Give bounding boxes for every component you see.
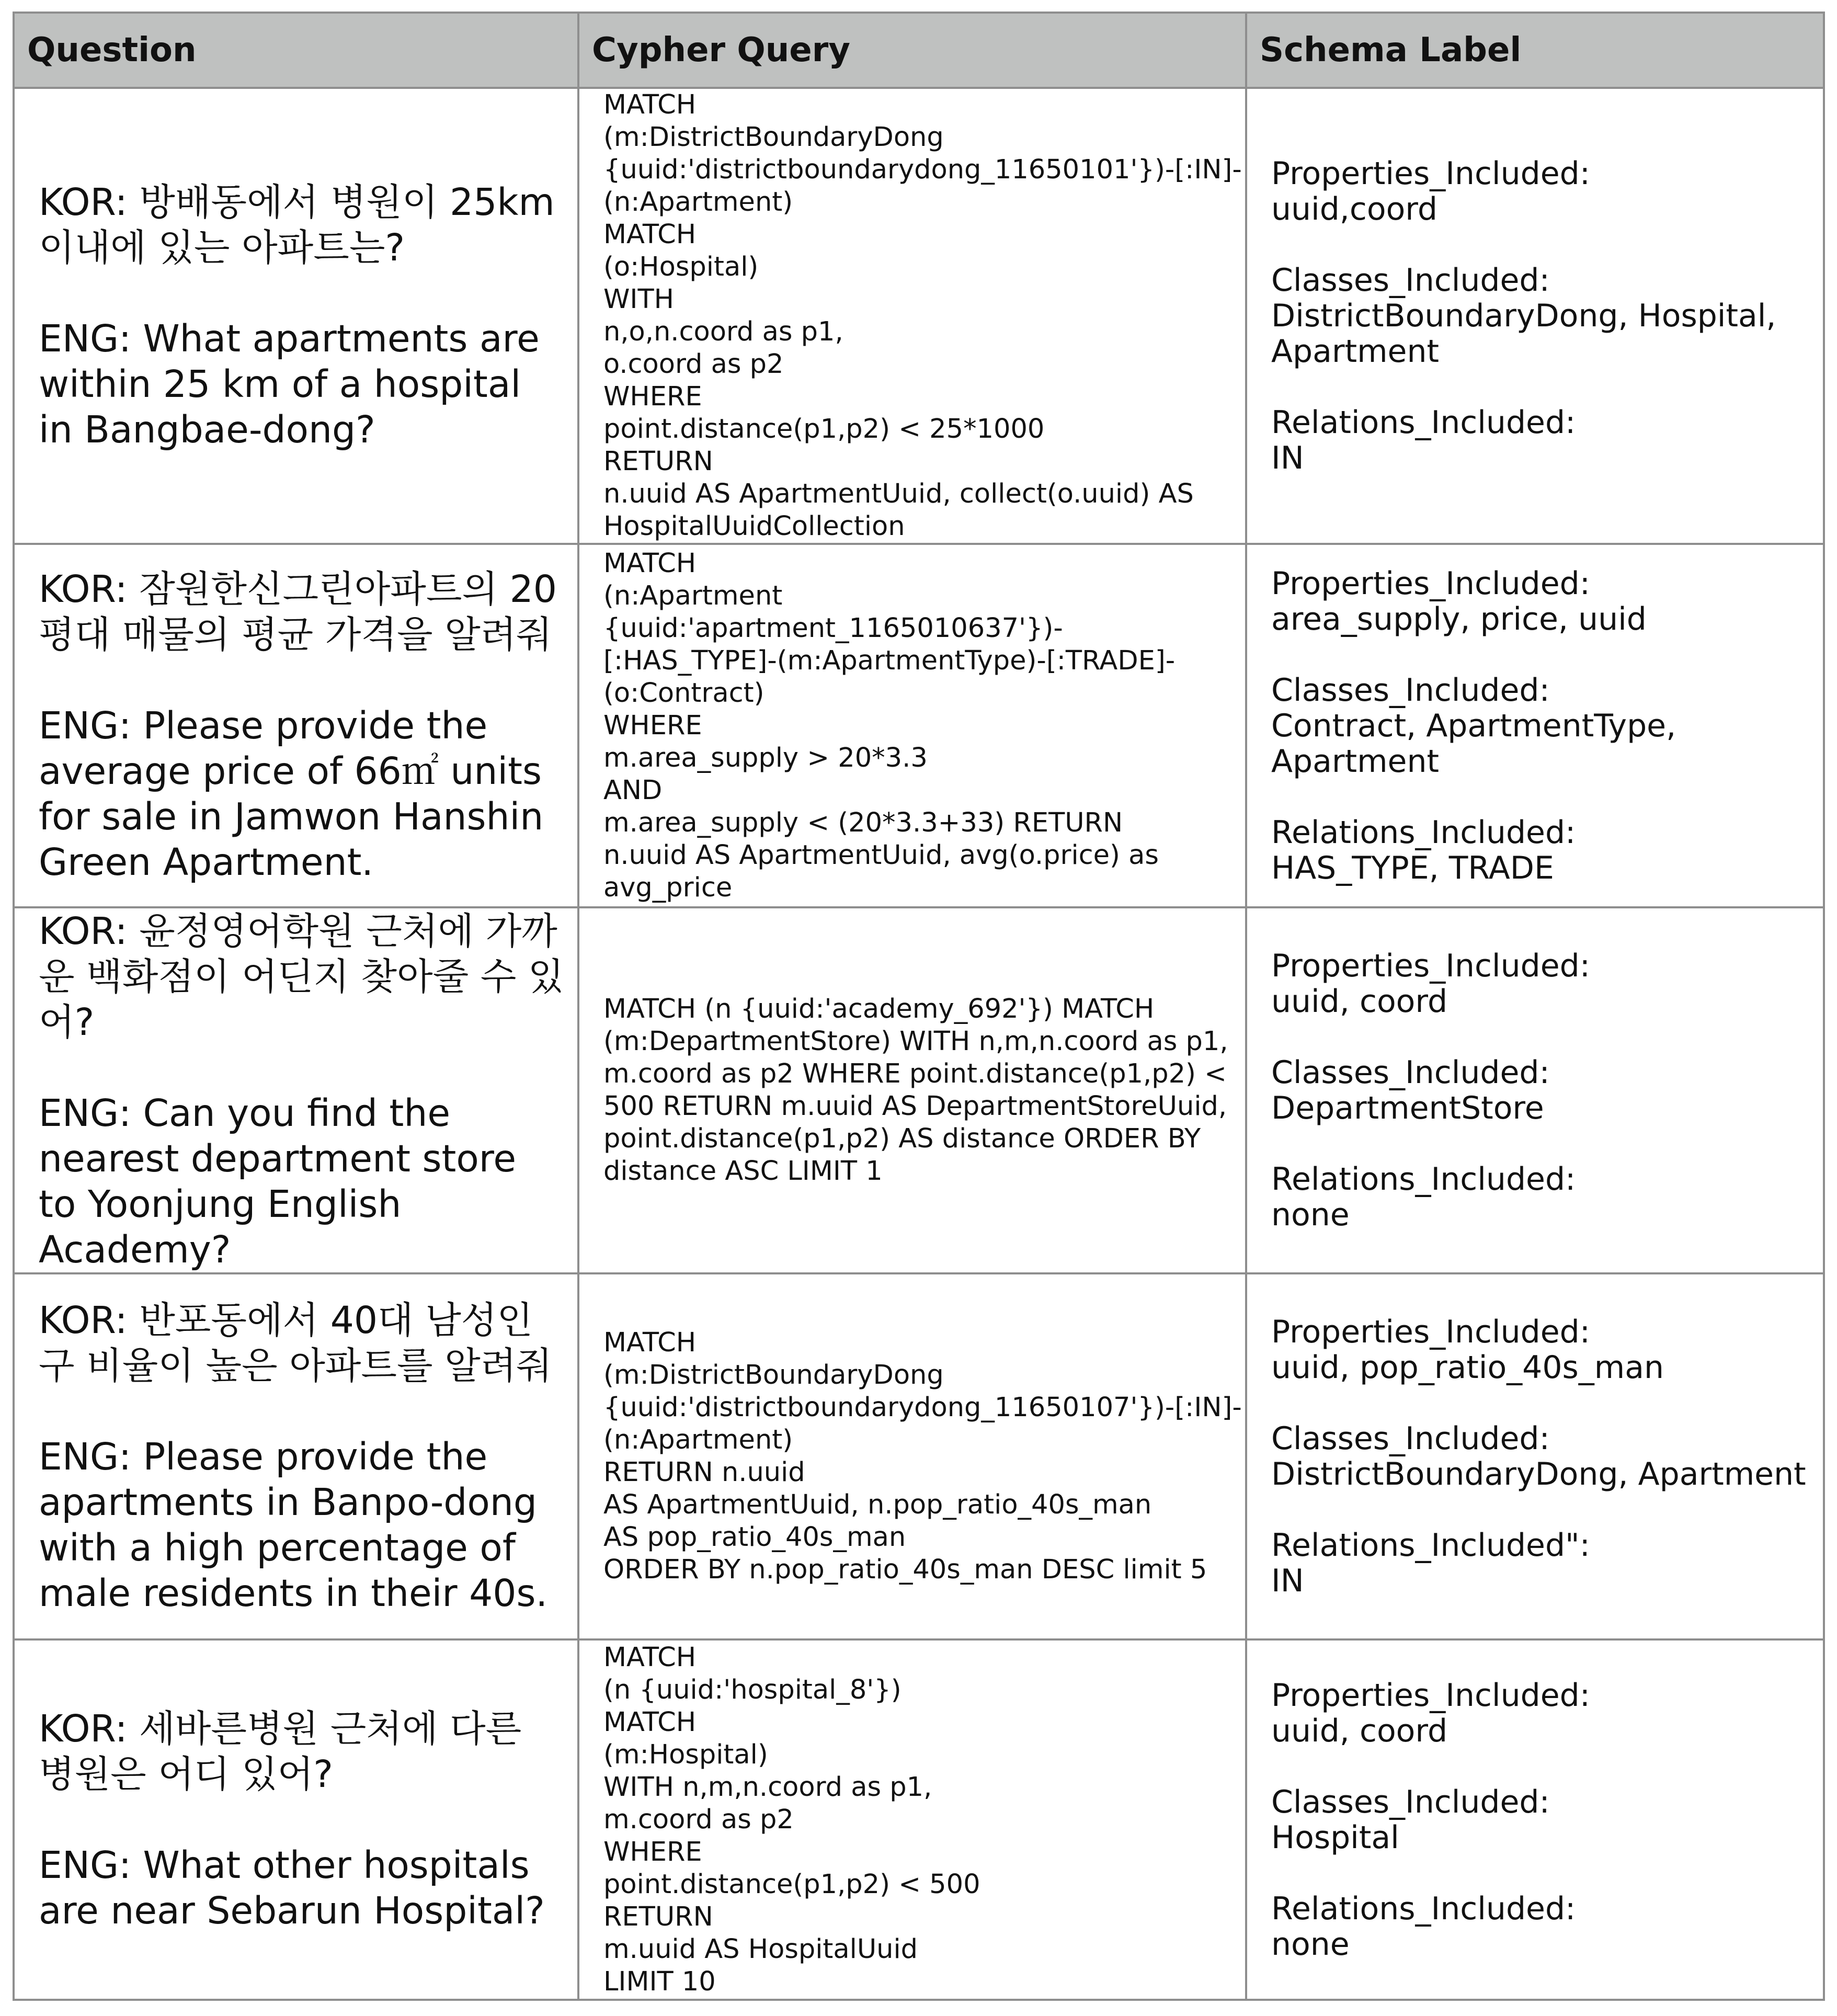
question-cell — [14, 1273, 578, 1639]
cypher-line: (o:Hospital) — [603, 252, 759, 282]
classes-value: DepartmentStore — [1271, 1090, 1544, 1126]
header-cypher-query: Cypher Query — [578, 13, 1246, 88]
classes-label: Classes_Included: — [1271, 1420, 1550, 1457]
classes-label: Classes_Included: — [1271, 1054, 1550, 1091]
relations-value: none — [1271, 1197, 1350, 1233]
question-cell — [14, 1639, 578, 2000]
cypher-line: m.uuid AS HospitalUuid — [603, 1933, 918, 1965]
cypher-line: (m:Hospital) — [603, 1739, 768, 1770]
relations-value: none — [1271, 1926, 1350, 1963]
schema-cell — [1246, 88, 1824, 544]
table-row — [14, 544, 1824, 907]
relations-value: HAS_TYPE, TRADE — [1271, 849, 1554, 886]
cypher-line: WHERE — [603, 1836, 702, 1867]
cypher-cell — [578, 907, 1246, 1273]
cypher-line: ORDER BY n.pop_ratio_40s_man DESC limit 5 — [603, 1554, 1207, 1585]
properties-value: uuid,coord — [1271, 191, 1437, 227]
classes-value: Hospital — [1271, 1819, 1399, 1856]
cypher-line: MATCH — [603, 89, 697, 120]
cypher-line: AS ApartmentUuid, n.pop_ratio_40s_man — [603, 1489, 1152, 1520]
question-eng: ENG: What apartments are within 25 km of a hospital in Bangbae-dong? — [39, 317, 540, 451]
classes-value: DistrictBoundaryDong, Apartment — [1271, 1456, 1806, 1493]
properties-label: Properties_Included: — [1271, 1314, 1590, 1350]
cypher-line: AND — [603, 774, 663, 806]
header-row — [14, 13, 1824, 88]
question-cell — [14, 88, 578, 544]
cypher-line: point.distance(p1,p2) < 25*1000 — [603, 414, 1045, 445]
cypher-line: avg_price — [603, 872, 733, 903]
properties-value: uuid, pop_ratio_40s_man — [1271, 1349, 1664, 1386]
schema-cell — [1246, 544, 1824, 907]
cypher-line: m.coord as p2 — [603, 1804, 794, 1835]
cypher-line: {uuid:'districtboundarydong_11650107'})-[:IN]- — [603, 1392, 1242, 1423]
properties-label: Properties_Included: — [1271, 565, 1590, 602]
cypher-line: [:HAS_TYPE]-(m:ApartmentType)-[:TRADE]- — [603, 645, 1176, 676]
cypher-line: MATCH — [603, 219, 697, 250]
header-question: Question — [14, 13, 578, 88]
cypher-line: o.coord as p2 — [603, 349, 784, 380]
table-row — [14, 907, 1824, 1273]
cypher-line: LIMIT 10 — [603, 1966, 716, 1997]
relations-label: Relations_Included: — [1271, 1161, 1576, 1198]
table-row — [14, 1273, 1824, 1639]
cypher-line: m.area_supply > 20*3.3 — [603, 742, 928, 773]
cypher-line: (o:Contract) — [603, 677, 765, 709]
cypher-line: RETURN — [603, 446, 713, 477]
cypher-line: WHERE — [603, 710, 702, 741]
properties-value: uuid, coord — [1271, 1712, 1448, 1749]
cypher-line: n.uuid AS ApartmentUuid, avg(o.price) as — [603, 839, 1159, 871]
cypher-line: (m:DistrictBoundaryDong — [603, 1360, 944, 1391]
cypher-line: n.uuid AS ApartmentUuid, collect(o.uuid) AS — [603, 479, 1194, 509]
classes-label: Classes_Included: — [1271, 262, 1550, 299]
question-kor: KOR: 윤정영어학원 근처에 가까운 백화점이 어딘지 찾아줄 수 있어? — [39, 909, 564, 1044]
cypher-cell — [578, 1273, 1246, 1639]
properties-label: Properties_Included: — [1271, 155, 1590, 192]
cypher-line: point.distance(p1,p2) < 500 — [603, 1869, 980, 1900]
schema-cell — [1246, 1639, 1824, 2000]
table-row — [14, 1639, 1824, 2000]
relations-label: Relations_Included: — [1271, 1890, 1576, 1927]
cypher-line: {uuid:'apartment_1165010637'})- — [603, 612, 1063, 644]
question-eng: ENG: Can you find the nearest department store to Yoonjung English Academy? — [39, 1091, 517, 1271]
question-kor: KOR: 방배동에서 병원이 25km 이내에 있는 아파트는? — [39, 180, 555, 269]
cypher-line: MATCH — [603, 1327, 697, 1358]
question-eng: ENG: Please provide the apartments in Banpo-dong with a high percentage of male residents in their 40s. — [39, 1434, 548, 1615]
header-schema-label: Schema Label — [1246, 13, 1824, 88]
cypher-line: WITH n,m,n.coord as p1, — [603, 1771, 932, 1803]
schema-cell — [1246, 1273, 1824, 1639]
cypher-line: RETURN n.uuid — [603, 1457, 805, 1488]
cypher-line: n,o,n.coord as p1, — [603, 316, 843, 347]
question-kor: KOR: 잠원한신그린아파트의 20평대 매물의 평균 가격을 알려줘 — [39, 567, 557, 656]
cypher-line: HospitalUuidCollection — [603, 511, 905, 542]
properties-label: Properties_Included: — [1271, 948, 1590, 984]
properties-value: uuid, coord — [1271, 983, 1448, 1020]
relations-value: IN — [1271, 440, 1304, 476]
cypher-line: m.area_supply < (20*3.3+33) RETURN — [603, 807, 1123, 838]
cypher-line: RETURN — [603, 1901, 713, 1932]
cypher-cell — [578, 1639, 1246, 2000]
relations-label: Relations_Included": — [1271, 1527, 1590, 1564]
cypher-line: MATCH — [603, 548, 697, 579]
classes-value: DistrictBoundaryDong, Hospital, Apartment — [1271, 298, 1776, 370]
properties-label: Properties_Included: — [1271, 1677, 1590, 1714]
cypher-line: (n:Apartment — [603, 580, 783, 611]
cypher-line: AS pop_ratio_40s_man — [603, 1522, 906, 1553]
cypher-line: (n {uuid:'hospital_8'}) — [603, 1674, 902, 1705]
table-row — [14, 88, 1824, 544]
cypher-line: MATCH — [603, 1706, 697, 1738]
cypher-line: (n:Apartment) — [603, 1425, 793, 1455]
question-cell — [14, 907, 578, 1273]
cypher-line: WHERE — [603, 381, 702, 412]
properties-value: area_supply, price, uuid — [1271, 600, 1647, 637]
classes-label: Classes_Included: — [1271, 1783, 1550, 1820]
cypher-line: MATCH — [603, 1642, 697, 1673]
question-kor: KOR: 세바른병원 근처에 다른 병원은 어디 있어? — [39, 1707, 522, 1796]
relations-label: Relations_Included: — [1271, 404, 1576, 441]
question-eng: ENG: Please provide the average price of 66㎡ units for sale in Jamwon Hanshin Green Apartment. — [39, 704, 544, 884]
cypher-line: (m:DistrictBoundaryDong — [603, 122, 944, 153]
question-kor: KOR: 반포동에서 40대 남성인구 비율이 높은 아파트를 알려줘 — [39, 1298, 552, 1387]
cypher-cell — [578, 88, 1246, 544]
cypher-cell — [578, 544, 1246, 907]
cypher-paragraph: MATCH (n {uuid:'academy_692'}) MATCH (m:DepartmentStore) WITH n,m,n.coord as p1, m.coord as p2 WHERE point.distance(p1,p2) < 500 RETURN m.uuid AS DepartmentStoreUuid, point.distance(p1,p2) AS distance ORDER BY distance ASC LIMIT 1 — [603, 994, 1228, 1187]
cypher-line: (n:Apartment) — [603, 187, 793, 218]
relations-value: IN — [1271, 1563, 1304, 1599]
cypher-line: WITH — [603, 284, 674, 315]
schema-cell — [1246, 907, 1824, 1273]
classes-value: Contract, ApartmentType, Apartment — [1271, 707, 1676, 780]
relations-label: Relations_Included: — [1271, 814, 1576, 851]
cypher-line: {uuid:'districtboundarydong_11650101'})-[:IN]- — [603, 154, 1242, 185]
classes-label: Classes_Included: — [1271, 671, 1550, 709]
question-cell — [14, 544, 578, 907]
question-eng: ENG: What other hospitals are near Sebarun Hospital? — [39, 1843, 545, 1932]
cypher-examples-table — [13, 12, 1825, 2001]
